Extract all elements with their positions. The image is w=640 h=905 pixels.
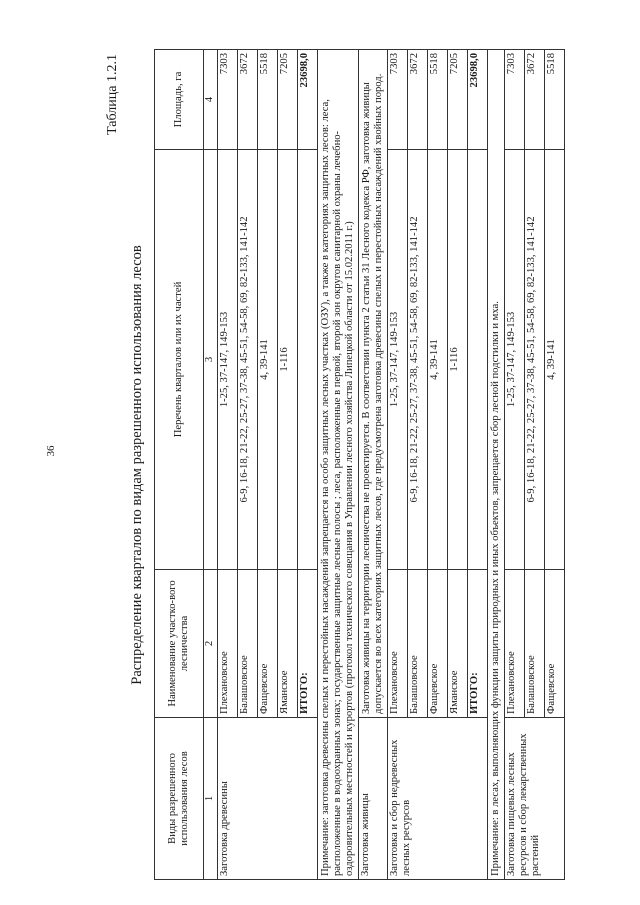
area-value: 7303 bbox=[388, 50, 408, 150]
total-value: 23698,0 bbox=[298, 50, 318, 150]
col-number-1: 1 bbox=[204, 718, 218, 880]
area-value: 5518 bbox=[545, 50, 565, 150]
empty-cell bbox=[298, 150, 318, 570]
quarter-list: 6-9, 16-18, 21-22, 25-27, 37-38, 45-51, 54-58, 69, 82-133, 141-142 bbox=[525, 150, 545, 570]
note-row bbox=[488, 50, 505, 880]
table-row bbox=[505, 50, 525, 880]
header-row bbox=[155, 50, 204, 880]
quarter-list: 1-116 bbox=[278, 150, 298, 570]
quarter-list: 4, 39-141 bbox=[428, 150, 448, 570]
total-label: ИТОГО: bbox=[468, 570, 488, 718]
column-number-row bbox=[204, 50, 218, 880]
table-label: Таблица 1.2.1 bbox=[105, 54, 120, 135]
quarter-list: 1-25, 37-147, 149-153 bbox=[218, 150, 238, 570]
forestry-name: Балашовское bbox=[238, 570, 258, 718]
note-text: Заготовка живицы на территории лесничества не проектируется. В соответствии пункта 2 статьи 31 Лесного кодекса РФ, заготовка живицы допускается во всех категориях защитных лесов, где предусмотрена заготовка древесины спелых и перестойных насаждений хвойных пород. bbox=[359, 50, 388, 718]
header-area: Площадь, га bbox=[155, 50, 204, 150]
area-value: 5518 bbox=[428, 50, 448, 150]
table-row bbox=[218, 50, 238, 880]
use-type-cell: Заготовка и сбор недревесных лесных ресурсов bbox=[388, 718, 488, 880]
area-value: 7205 bbox=[448, 50, 468, 150]
quarter-list: 6-9, 16-18, 21-22, 25-27, 37-38, 45-51, 54-58, 69, 82-133, 141-142 bbox=[408, 150, 428, 570]
distribution-table bbox=[154, 49, 565, 880]
use-type-cell: Заготовка живицы bbox=[359, 718, 388, 880]
use-type-cell: Заготовка древесины bbox=[218, 718, 318, 880]
forestry-name: Плехановское bbox=[388, 570, 408, 718]
col-number-3: 3 bbox=[204, 150, 218, 570]
use-type-cell: Заготовка пищевых лесных ресурсов и сбор лекарственных растений bbox=[505, 718, 565, 880]
empty-cell bbox=[468, 150, 488, 570]
note-text: Примечание: заготовка древесины спелых и перестойных насаждений запрещается на особо защитных лесных участках (ОЗУ), а также в категориях защитных лесов: леса, расположенные в водоохранных зонах; государственные защитные лесные полосы ; леса, расположенные в первой, второй зон округов санитарной охраны лечебно-оздоровительных местностей и курортов (протокол технического совещания в Управлении лесного хозяйства Липецкой области от 15.02.2011 г.) bbox=[318, 50, 359, 880]
forestry-name: Фащевское bbox=[428, 570, 448, 718]
header-forestry: Наименование участко-вого лесничества bbox=[155, 570, 204, 718]
total-value: 23698,0 bbox=[468, 50, 488, 150]
note-row bbox=[318, 50, 359, 880]
forestry-name: Фащевское bbox=[545, 570, 565, 718]
quarter-list: 4, 39-141 bbox=[545, 150, 565, 570]
note-text: Примечание: в лесах, выполняющих функции защиты природных и иных объектов, запрещается сбор лесной подстилки и мха. bbox=[488, 50, 505, 880]
forestry-name: Балашовское bbox=[408, 570, 428, 718]
document-sheet bbox=[100, 50, 580, 880]
area-value: 3672 bbox=[408, 50, 428, 150]
area-value: 7303 bbox=[505, 50, 525, 150]
area-value: 7205 bbox=[278, 50, 298, 150]
quarter-list: 1-25, 37-147, 149-153 bbox=[388, 150, 408, 570]
page-number: 36 bbox=[45, 445, 57, 457]
quarter-list: 1-25, 37-147, 149-153 bbox=[505, 150, 525, 570]
col-number-4: 4 bbox=[204, 50, 218, 150]
forestry-name: Плехановское bbox=[218, 570, 238, 718]
header-use: Виды разрешенного использования лесов bbox=[155, 718, 204, 880]
forestry-name: Плехановское bbox=[505, 570, 525, 718]
area-value: 7303 bbox=[218, 50, 238, 150]
total-label: ИТОГО: bbox=[298, 570, 318, 718]
area-value: 5518 bbox=[258, 50, 278, 150]
table-title: Распределение кварталов по видам разрешенного использования лесов bbox=[129, 245, 145, 685]
table-row bbox=[388, 50, 408, 880]
quarter-list: 4, 39-141 bbox=[258, 150, 278, 570]
forestry-name: Яманское bbox=[278, 570, 298, 718]
forestry-name: Яманское bbox=[448, 570, 468, 718]
header-quarters: Перечень кварталов или их частей bbox=[155, 150, 204, 570]
col-number-2: 2 bbox=[204, 570, 218, 718]
table-row bbox=[359, 50, 388, 880]
forestry-name: Балашовское bbox=[525, 570, 545, 718]
quarter-list: 1-116 bbox=[448, 150, 468, 570]
area-value: 3672 bbox=[525, 50, 545, 150]
quarter-list: 6-9, 16-18, 21-22, 25-27, 37-38, 45-51, 54-58, 69, 82-133, 141-142 bbox=[238, 150, 258, 570]
forestry-name: Фащевское bbox=[258, 570, 278, 718]
area-value: 3672 bbox=[238, 50, 258, 150]
